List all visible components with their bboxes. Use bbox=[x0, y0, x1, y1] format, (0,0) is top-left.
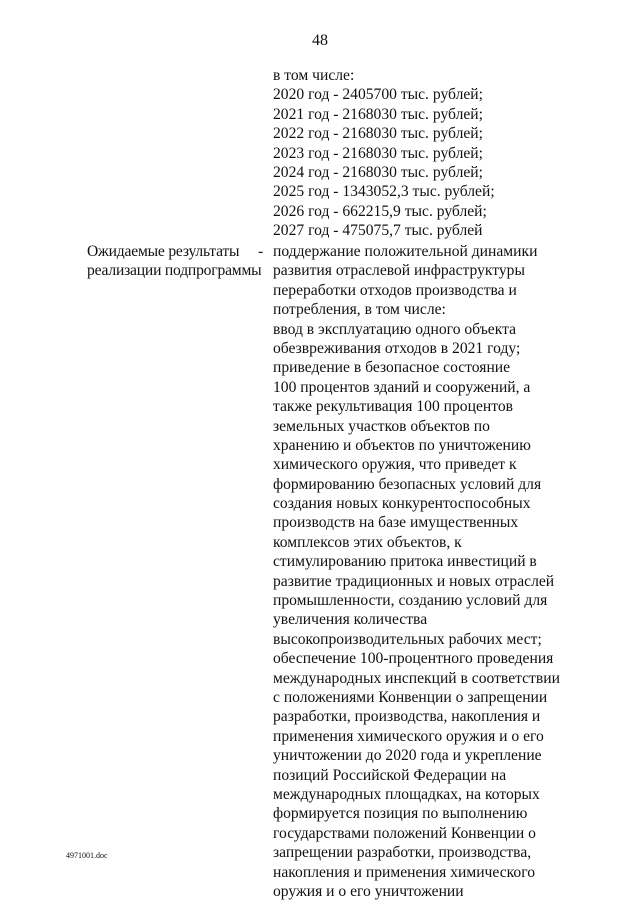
results-line: химического оружия, что приведет к bbox=[273, 456, 517, 474]
results-line: производств на базе имущественных bbox=[273, 514, 519, 532]
financing-line: в том числе: bbox=[273, 67, 355, 84]
results-line: переработки отходов производства и bbox=[273, 281, 517, 299]
results-line: применения химического оружия и о его bbox=[273, 727, 544, 745]
results-line: создания новых конкурентоспособных bbox=[273, 495, 531, 513]
results-line: поддержание положительной динамики bbox=[273, 243, 538, 260]
results-line: ввод в эксплуатацию одного объекта bbox=[273, 320, 517, 338]
results-line: развития отраслевой инфраструктуры bbox=[273, 262, 525, 280]
financing-line: 2022 год - 2168030 тыс. рублей; bbox=[273, 125, 483, 143]
financing-line: 2021 год - 2168030 тыс. рублей; bbox=[273, 105, 483, 123]
results-line: уничтожении до 2020 года и укрепление bbox=[273, 747, 542, 765]
results-line: формированию безопасных условий для bbox=[273, 475, 542, 493]
financing-line: 2026 год - 662215,9 тыс. рублей; bbox=[273, 202, 487, 220]
results-line: 100 процентов зданий и сооружений, а bbox=[273, 378, 531, 396]
results-line: оружия и о его уничтожении bbox=[273, 882, 464, 900]
financing-line: 2020 год - 2405700 тыс. рублей; bbox=[273, 86, 483, 104]
results-line: государствами положений Конвенции о bbox=[273, 824, 536, 842]
results-line: накопления и применения химического bbox=[273, 863, 536, 881]
separator-dash: - bbox=[258, 243, 264, 260]
financing-line: 2023 год - 2168030 тыс. рублей; bbox=[273, 144, 483, 162]
results-line: разработки, производства, накопления и bbox=[273, 708, 541, 726]
expected-results bbox=[273, 242, 560, 901]
results-line: запрещении разработки, производства, bbox=[273, 844, 532, 862]
results-line: с положениями Конвенции о запрещении bbox=[273, 688, 548, 706]
results-line: также рекультивация 100 процентов bbox=[273, 398, 513, 416]
results-line: комплексов этих объектов, к bbox=[273, 533, 462, 551]
results-line: увеличения количества bbox=[273, 611, 428, 629]
results-line: позиций Российской Федерации на bbox=[273, 766, 507, 784]
results-line: земельных участков объектов по bbox=[273, 417, 490, 435]
results-line: хранению и объектов по уничтожению bbox=[273, 436, 531, 454]
page-number: 48 bbox=[312, 32, 328, 49]
results-line: высокопроизводительных рабочих мест; bbox=[273, 630, 542, 648]
results-line: стимулированию притока инвестиций в bbox=[273, 553, 537, 571]
results-line: потребления, в том числе: bbox=[273, 301, 446, 319]
results-line: развитие традиционных и новых отраслей bbox=[273, 572, 555, 590]
results-label-line: реализации подпрограммы bbox=[87, 262, 262, 280]
results-label-line: Ожидаемые результаты bbox=[87, 243, 240, 260]
results-line: международных площадках, на которых bbox=[273, 785, 540, 803]
results-line: приведение в безопасное состояние bbox=[273, 359, 511, 377]
footer-filename: 4971001.doc bbox=[66, 851, 108, 860]
financing-by-year bbox=[273, 66, 495, 241]
results-line: обеспечение 100-процентного проведения bbox=[273, 650, 554, 668]
results-label bbox=[87, 242, 264, 281]
financing-line: 2024 год - 2168030 тыс. рублей; bbox=[273, 163, 483, 181]
results-line: международных инспекций в соответствии bbox=[273, 669, 560, 687]
results-line: формируется позиция по выполнению bbox=[273, 805, 528, 823]
financing-line: 2027 год - 475075,7 тыс. рублей bbox=[273, 222, 483, 240]
results-line: промышленности, созданию условий для bbox=[273, 592, 548, 610]
results-line: обезвреживания отходов в 2021 году; bbox=[273, 339, 521, 357]
financing-line: 2025 год - 1343052,3 тыс. рублей; bbox=[273, 183, 495, 201]
